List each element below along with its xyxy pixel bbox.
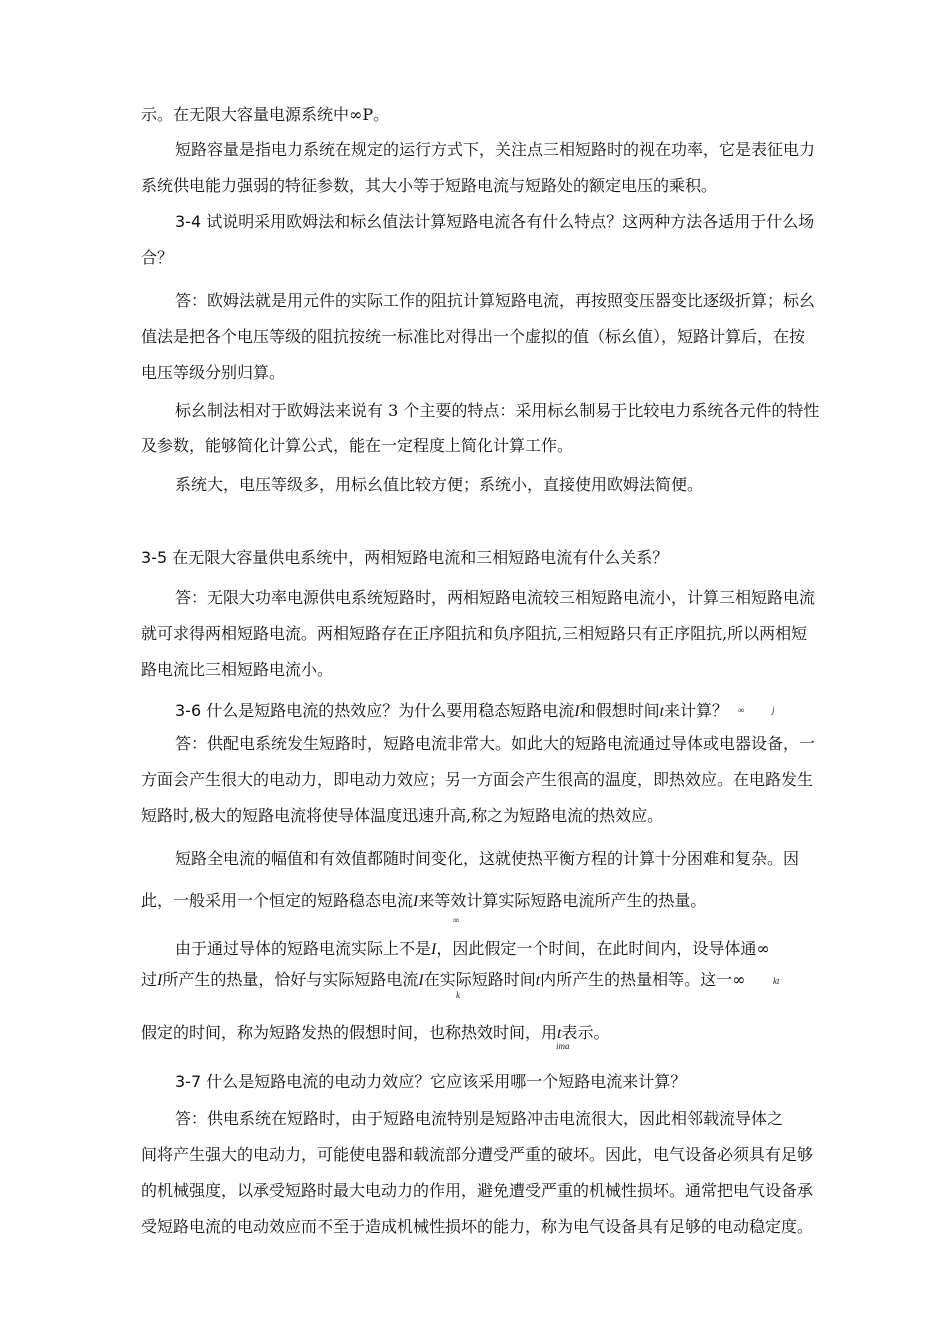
symbol-t: t (557, 1025, 562, 1042)
text-segment: 过 (141, 970, 158, 989)
question-3-7: 3-7 什么是短路电流的电动力效应？它应该采用哪一个短路电流来计算？ (175, 1072, 687, 1091)
symbol-t: t (535, 972, 541, 989)
symbol-t: t (659, 703, 665, 720)
question-3-4: 3-4 试说明采用欧姆法和标幺值法计算短路电流各有什么特点？这两种方法各适用于什么场 (175, 212, 815, 231)
text-line: 系统供电能力强弱的特征参数，其大小等于短路电流与短路处的额定电压的乘积。 (141, 176, 718, 195)
question-3-6 (175, 700, 728, 723)
text-segment: 所产生的热量，恰好与实际短路电流 (162, 970, 419, 989)
symbol-I: I (431, 941, 437, 958)
text-line (141, 969, 746, 992)
text-line: 的机械强度，以承受短路时最大电动力的作用，避免遭受严重的机械性损坏。通常把电气设备承 (141, 1181, 814, 1200)
text-line: 路电流比三相短路电流小。 (141, 660, 334, 679)
text-line: 合？ (141, 248, 174, 267)
text-line: 值法是把各个电压等级的阻抗按统一标准比对得出一个虚拟的值（标幺值），短路计算后，在按 (141, 327, 806, 346)
text-segment: 来等效计算实际短路电流所产生的热量。 (418, 891, 707, 910)
text-line: 答：供配电系统发生短路时，短路电流非常大。如此大的短路电流通过导体或电器设备，一 (175, 734, 816, 753)
subscript-j: j (772, 705, 775, 715)
text-line: 就可求得两相短路电流。两相短路存在正序阻抗和负序阻抗,三相短路只有正序阻抗,所以两相短 (141, 624, 808, 643)
subscript-infinity: ∞ (453, 915, 460, 925)
text-line (141, 1022, 609, 1045)
text-line: 间将产生强大的电动力，可能使电器和载流部分遭受严重的破坏。因此，电气设备必须具有足够 (141, 1145, 814, 1164)
text-line: 电压等级分别归算。 (141, 363, 286, 382)
text-line: 及参数，能够简化计算公式，能在一定程度上简化计算工作。 (141, 436, 574, 455)
symbol-I: I (418, 972, 424, 989)
subscript-k: k (456, 990, 460, 1000)
text-line: 受短路电流的电动效应而不至于造成机械性损坏的能力，称为电气设备具有足够的电动稳定度。 (141, 1217, 814, 1236)
subscript-infinity: ∞ (738, 705, 745, 715)
text-segment: 来计算？ (664, 701, 729, 720)
text-segment: ，因此假定一个时间，在此时间内，设导体通∞ (436, 939, 770, 958)
text-line: 短路时,极大的短路电流将使导体温度迅速升高,称之为短路电流的热效应。 (141, 806, 664, 825)
text-line: 答：无限大功率电源供电系统短路时，两相短路电流较三相短路电流小，计算三相短路电流 (175, 588, 816, 607)
text-segment: 内所产生的热量相等。这一∞ (540, 970, 746, 989)
symbol-I: I (574, 703, 580, 720)
text-line: 答：供电系统在短路时，由于短路电流特别是短路冲击电流很大，因此相邻载流导体之 (175, 1109, 784, 1128)
text-segment: 由于通过导体的短路电流实际上不是 (175, 939, 432, 958)
text-line (175, 938, 770, 961)
text-segment: 表示。 (561, 1023, 610, 1042)
text-line: 系统大，电压等级多，用标幺值比较方便；系统小，直接使用欧姆法简便。 (175, 475, 704, 494)
text-line: 短路全电流的幅值和有效值都随时间变化，这就使热平衡方程的计算十分困难和复杂。因 (175, 849, 800, 868)
text-line: 示。在无限大容量电源系统中∞P。 (141, 105, 390, 124)
text-segment: 和假想时间 (579, 701, 660, 720)
question-3-5: 3-5 在无限大容量供电系统中，两相短路电流和三相短路电流有什么关系？ (141, 548, 669, 567)
text-line: 方面会产生很大的电动力，即电动力效应；另一方面会产生很高的温度，即热效应。在电路发生 (141, 770, 814, 789)
subscript-kt: kt (773, 976, 780, 986)
text-segment: 假定的时间，称为短路发热的假想时间，也称热效时间，用 (141, 1023, 558, 1042)
text-segment: 此，一般采用一个恒定的短路稳态电流 (141, 891, 414, 910)
text-segment: 3-6 什么是短路电流的热效应？为什么要用稳态短路电流 (175, 701, 575, 720)
subscript-ima: ima (556, 1041, 570, 1051)
text-line (141, 890, 706, 913)
symbol-I: I (157, 972, 163, 989)
text-line: 答：欧姆法就是用元件的实际工作的阻抗计算短路电流，再按照变压器变比逐级折算；标幺 (175, 291, 816, 310)
text-line: 标幺制法相对于欧姆法来说有 3 个主要的特点：采用标幺制易于比较电力系统各元件的特性 (175, 401, 820, 420)
text-line: 短路容量是指电力系统在规定的运行方式下，关注点三相短路时的视在功率，它是表征电力 (175, 140, 816, 159)
text-segment: 在实际短路时间 (423, 970, 536, 989)
symbol-I: I (413, 893, 419, 910)
